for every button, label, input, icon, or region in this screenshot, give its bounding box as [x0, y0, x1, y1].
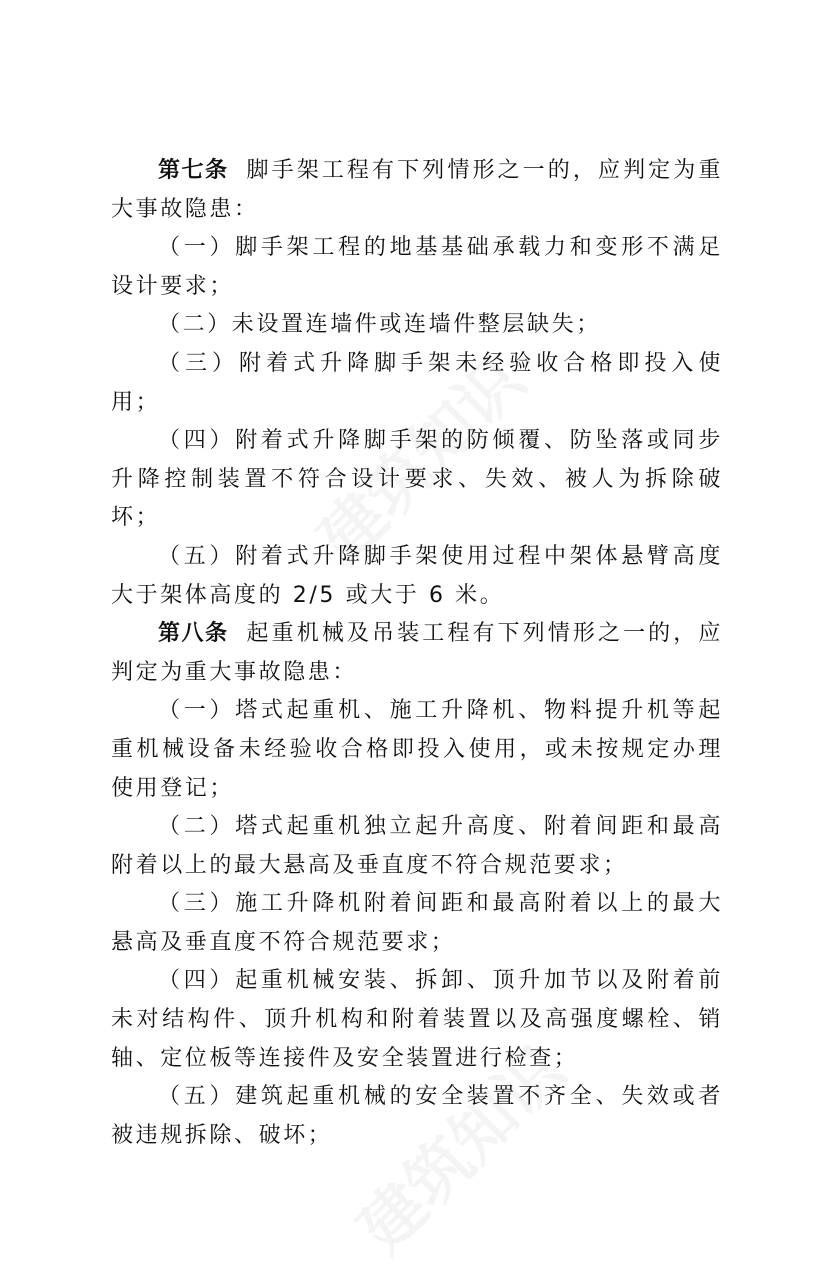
article-8-text: 起重机械及吊装工程有下列情形之一的，应判定为重大事故隐患：: [111, 621, 723, 685]
article-7-item-1: （一）脚手架工程的地基基础承载力和变形不满足设计要求；: [111, 235, 723, 299]
article-7-item-3: （三）附着式升降脚手架未经验收合格即投入使用；: [111, 350, 723, 415]
article-7-item-5: （五）附着式升降脚手架使用过程中架体悬臂高度大于架体高度的 2/5 或大于 6 米。: [111, 543, 723, 608]
article-8-item-4: （四）起重机械安装、拆卸、顶升加节以及附着前未对结构件、顶升机构和附着装置以及高强度螺栓、销轴、定位板等连接件及安全装置进行检查；: [111, 968, 723, 1071]
article-8-item-2: （二）塔式起重机独立起升高度、附着间距和最高附着以上的最大悬高及垂直度不符合规范要求；: [111, 814, 723, 878]
article-7-label: 第七条: [158, 158, 229, 183]
document-body: [111, 152, 723, 1155]
article-8-item-1: （一）塔式起重机、施工升降机、物料提升机等起重机械设备未经验收合格即投入使用，或未按规定办理使用登记；: [111, 698, 723, 801]
article-7-item-4: （四）附着式升降脚手架的防倾覆、防坠落或同步升降控制装置不符合设计要求、失效、被人为拆除破坏；: [111, 428, 723, 531]
article-8-label: 第八条: [158, 621, 229, 647]
article-7-text: 脚手架工程有下列情形之一的，应判定为重大事故隐患：: [111, 158, 723, 222]
article-8-item-5: （五）建筑起重机械的安全装置不齐全、失效或者被违规拆除、破坏；: [111, 1084, 723, 1148]
article-8-item-3: （三）施工升降机附着间距和最高附着以上的最大悬高及垂直度不符合规范要求；: [111, 891, 723, 955]
article-7-item-2: （二）未设置连墙件或连墙件整层缺失；: [158, 312, 601, 338]
article-8-heading: [111, 615, 723, 692]
article-7-heading: [111, 152, 723, 229]
